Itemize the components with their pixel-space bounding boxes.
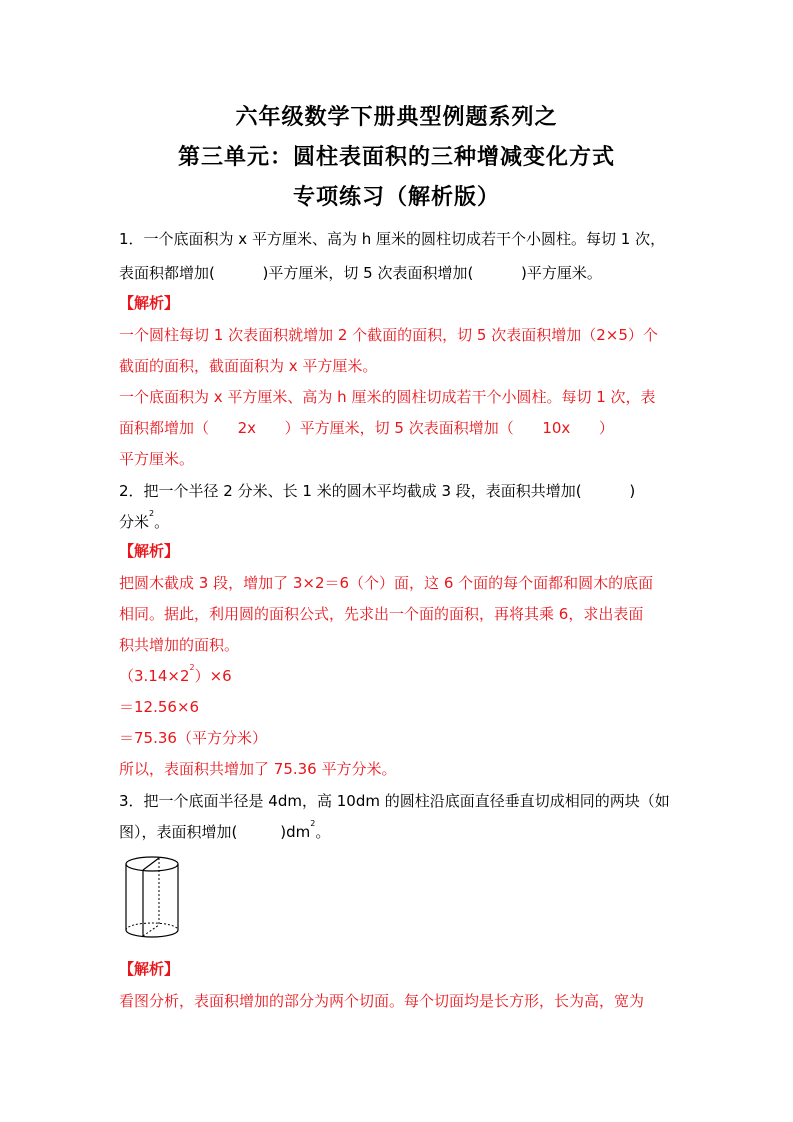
- q2-analysis-label: 【解析】: [119, 542, 180, 560]
- q1-answer-line-1: 一个底面积为 x 平方厘米、高为 h 厘米的圆柱切成若干个小圆柱。每切 1 次，表: [119, 388, 656, 406]
- q1-answer-line-2: 面积都增加（ 2x ）平方厘米，切 5 次表面积增加（ 10x ）: [119, 419, 614, 437]
- q1-stem-line-1: 1．一个底面积为 x 平方厘米、高为 h 厘米的圆柱切成若干个小圆柱。每切 1 次，: [119, 230, 666, 248]
- q3-stem-line-2: 图），表面积增加( )$dm^2$。: [119, 819, 331, 841]
- q2-stem-line-2: 分米$^2$。: [119, 509, 170, 531]
- q2-calc-line-2: ＝12.56×6: [119, 698, 200, 716]
- q1-analysis-label: 【解析】: [119, 294, 180, 312]
- q2-stem-line-1: 2．把一个半径 2 分米、长 1 米的圆木平均截成 3 段，表面积共增加( ): [119, 482, 636, 500]
- title-line-2: 第三单元：圆柱表面积的三种增减变化方式: [177, 145, 615, 170]
- title-line-1: 六年级数学下册典型例题系列之: [235, 105, 558, 130]
- title-line-3: 专项练习（解析版）: [292, 185, 500, 210]
- q1-analysis-line-2: 截面的面积，截面面积为 x 平方厘米。: [119, 357, 378, 375]
- q2-analysis-line-2: 相同。据此，利用圆的面积公式，先求出一个面的面积，再将其乘 6，求出表面: [119, 605, 644, 623]
- q2-analysis-line-1: 把圆木截成 3 段，增加了 3×2＝6（个）面，这 6 个面的每个面都和圆木的底面: [119, 574, 654, 592]
- q2-analysis-line-3: 积共增加的面积。: [119, 636, 240, 654]
- q2-conclusion: 所以，表面积共增加了 75.36 平方分米。: [119, 760, 397, 778]
- q1-stem-line-2: 表面积都增加( )平方厘米，切 5 次表面积增加( )平方厘米。: [119, 264, 602, 282]
- q2-calc-line-1: $(3.14\times 2^2)\times 6$: [119, 663, 232, 685]
- q3-analysis-line-1: 看图分析，表面积增加的部分为两个切面。每个切面均是长方形，长为高，宽为: [119, 992, 645, 1010]
- q3-stem-line-1: 3．把一个底面半径是 4dm，高 10dm 的圆柱沿底面直径垂直切成相同的两块（如: [119, 792, 670, 810]
- q1-answer-line-3: 平方厘米。: [119, 450, 195, 468]
- q1-analysis-line-1: 一个圆柱每切 1 次表面积就增加 2 个截面的面积，切 5 次表面积增加（2×5）个: [119, 326, 658, 344]
- q2-calc-line-3: ＝75.36（平方分米）: [119, 729, 267, 747]
- cylinder-icon: [119, 852, 189, 942]
- cylinder-cut-figure: [119, 852, 189, 946]
- q3-analysis-label: 【解析】: [119, 960, 180, 978]
